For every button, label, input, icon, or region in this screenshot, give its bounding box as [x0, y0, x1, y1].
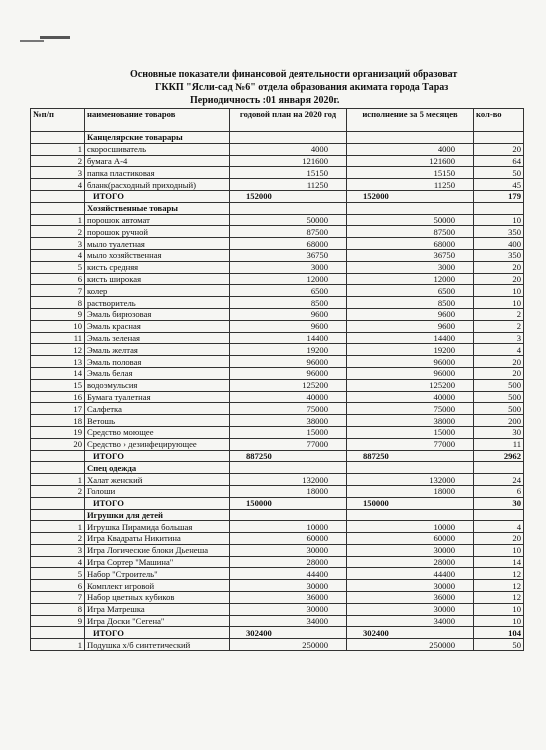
execution-value-cell: 8500: [347, 297, 474, 309]
section-row: [31, 509, 524, 521]
quantity-cell: 10: [474, 285, 524, 297]
annual-plan-cell: 28000: [230, 556, 347, 568]
item-name-cell: кисть широкая: [85, 273, 230, 285]
row-number-cell: 2: [31, 533, 85, 545]
item-name-cell: Эмаль красная: [85, 320, 230, 332]
quantity-cell: 3: [474, 332, 524, 344]
annual-plan-cell: [230, 132, 347, 144]
row-number-cell: 13: [31, 356, 85, 368]
execution-value-cell: 44400: [347, 568, 474, 580]
row-number-cell: 9: [31, 615, 85, 627]
execution-value-cell: 30000: [347, 544, 474, 556]
table-row: [31, 297, 524, 309]
total-row: [31, 450, 524, 462]
table-row: [31, 415, 524, 427]
quantity-cell: 24: [474, 474, 524, 486]
quantity-cell: 12: [474, 568, 524, 580]
table-row: [31, 544, 524, 556]
item-name-cell: Эмаль половая: [85, 356, 230, 368]
item-name-cell: Игрушки для детей: [85, 509, 230, 521]
row-number-cell: 2: [31, 155, 85, 167]
item-name-cell: ИТОГО: [85, 450, 230, 462]
row-number-cell: 4: [31, 556, 85, 568]
row-number-cell: 8: [31, 297, 85, 309]
item-name-cell: Голоши: [85, 485, 230, 497]
col-header-name: наименование товаров: [85, 109, 230, 132]
item-name-cell: Игра Сортер "Машина": [85, 556, 230, 568]
item-name-cell: Комплект игровой: [85, 580, 230, 592]
item-name-cell: растворитель: [85, 297, 230, 309]
execution-value-cell: 6500: [347, 285, 474, 297]
table-row: [31, 285, 524, 297]
annual-plan-cell: 9600: [230, 308, 347, 320]
row-number-cell: 1: [31, 474, 85, 486]
row-number-cell: 6: [31, 580, 85, 592]
execution-value-cell: 30000: [347, 603, 474, 615]
execution-value-cell: 887250: [347, 450, 474, 462]
row-number-cell: 7: [31, 592, 85, 604]
table-header-row: [31, 109, 524, 132]
row-number-cell: 19: [31, 426, 85, 438]
table-row: [31, 615, 524, 627]
row-number-cell: 17: [31, 403, 85, 415]
item-name-cell: мыло хозяйственная: [85, 249, 230, 261]
row-number-cell: 1: [31, 639, 85, 651]
annual-plan-cell: 18000: [230, 485, 347, 497]
table-row: [31, 238, 524, 250]
quantity-cell: 10: [474, 297, 524, 309]
annual-plan-cell: 6500: [230, 285, 347, 297]
col-header-quantity: кол-во: [474, 109, 524, 132]
quantity-cell: 400: [474, 238, 524, 250]
item-name-cell: Игра Квадраты Никитина: [85, 533, 230, 545]
annual-plan-cell: 38000: [230, 415, 347, 427]
row-number-cell: [31, 497, 85, 509]
quantity-cell: 20: [474, 367, 524, 379]
item-name-cell: Ветошь: [85, 415, 230, 427]
total-row: [31, 627, 524, 639]
execution-value-cell: 3000: [347, 261, 474, 273]
item-name-cell: ИТОГО: [85, 190, 230, 202]
execution-value-cell: 152000: [347, 190, 474, 202]
quantity-cell: 20: [474, 533, 524, 545]
execution-value-cell: 40000: [347, 391, 474, 403]
execution-value-cell: 10000: [347, 521, 474, 533]
execution-value-cell: 87500: [347, 226, 474, 238]
execution-value-cell: 34000: [347, 615, 474, 627]
row-number-cell: [31, 627, 85, 639]
item-name-cell: Эмаль бирюзовая: [85, 308, 230, 320]
header-title-line2: ГККП "Ясли-сад №6" отдела образования акимата города Тараз: [155, 82, 449, 93]
annual-plan-cell: 30000: [230, 544, 347, 556]
execution-value-cell: 9600: [347, 320, 474, 332]
execution-value-cell: 38000: [347, 415, 474, 427]
table-row: [31, 639, 524, 651]
table-body: [31, 132, 524, 651]
table-row: [31, 167, 524, 179]
annual-plan-cell: 34000: [230, 615, 347, 627]
annual-plan-cell: 150000: [230, 497, 347, 509]
annual-plan-cell: 44400: [230, 568, 347, 580]
row-number-cell: 2: [31, 485, 85, 497]
execution-value-cell: 68000: [347, 238, 474, 250]
table-row: [31, 356, 524, 368]
item-name-cell: Салфетка: [85, 403, 230, 415]
quantity-cell: 12: [474, 580, 524, 592]
annual-plan-cell: 12000: [230, 273, 347, 285]
table-row: [31, 592, 524, 604]
row-number-cell: 16: [31, 391, 85, 403]
item-name-cell: бланк(расходный приходный): [85, 179, 230, 191]
execution-value-cell: 96000: [347, 367, 474, 379]
item-name-cell: Спец одежда: [85, 462, 230, 474]
execution-value-cell: [347, 462, 474, 474]
quantity-cell: 20: [474, 273, 524, 285]
item-name-cell: Подушка х/б синтетический: [85, 639, 230, 651]
table-row: [31, 485, 524, 497]
table-row: [31, 226, 524, 238]
quantity-cell: 10: [474, 603, 524, 615]
table-row: [31, 556, 524, 568]
item-name-cell: ИТОГО: [85, 497, 230, 509]
row-number-cell: 1: [31, 214, 85, 226]
quantity-cell: 200: [474, 415, 524, 427]
quantity-cell: 10: [474, 615, 524, 627]
annual-plan-cell: 75000: [230, 403, 347, 415]
quantity-cell: 2: [474, 320, 524, 332]
item-name-cell: кисть средняя: [85, 261, 230, 273]
execution-value-cell: 12000: [347, 273, 474, 285]
quantity-cell: 4: [474, 344, 524, 356]
annual-plan-cell: 50000: [230, 214, 347, 226]
col-header-plan: годовой план на 2020 год: [230, 109, 347, 132]
table-row: [31, 344, 524, 356]
quantity-cell: [474, 509, 524, 521]
quantity-cell: 350: [474, 226, 524, 238]
quantity-cell: [474, 132, 524, 144]
execution-value-cell: 132000: [347, 474, 474, 486]
section-row: [31, 202, 524, 214]
quantity-cell: 64: [474, 155, 524, 167]
col-header-number: №п/п: [31, 109, 85, 132]
annual-plan-cell: 11250: [230, 179, 347, 191]
quantity-cell: 10: [474, 214, 524, 226]
row-number-cell: 9: [31, 308, 85, 320]
quantity-cell: 30: [474, 426, 524, 438]
execution-value-cell: 14400: [347, 332, 474, 344]
total-row: [31, 190, 524, 202]
execution-value-cell: 9600: [347, 308, 474, 320]
header-title-line1: Основные показатели финансовой деятельности организаций образоват: [130, 69, 458, 80]
execution-value-cell: 36750: [347, 249, 474, 261]
row-number-cell: 7: [31, 285, 85, 297]
execution-value-cell: 125200: [347, 379, 474, 391]
execution-value-cell: 18000: [347, 485, 474, 497]
execution-value-cell: 150000: [347, 497, 474, 509]
item-name-cell: порошок автомат: [85, 214, 230, 226]
item-name-cell: Эмаль желтая: [85, 344, 230, 356]
execution-value-cell: 30000: [347, 580, 474, 592]
table-row: [31, 568, 524, 580]
table-row: [31, 214, 524, 226]
annual-plan-cell: 10000: [230, 521, 347, 533]
execution-value-cell: 302400: [347, 627, 474, 639]
row-number-cell: [31, 190, 85, 202]
annual-plan-cell: 30000: [230, 603, 347, 615]
annual-plan-cell: 132000: [230, 474, 347, 486]
table-row: [31, 379, 524, 391]
annual-plan-cell: 96000: [230, 356, 347, 368]
item-name-cell: Эмаль зеленая: [85, 332, 230, 344]
annual-plan-cell: 3000: [230, 261, 347, 273]
annual-plan-cell: 68000: [230, 238, 347, 250]
annual-plan-cell: 87500: [230, 226, 347, 238]
table-row: [31, 155, 524, 167]
item-name-cell: Хозяйственные товары: [85, 202, 230, 214]
quantity-cell: [474, 202, 524, 214]
row-number-cell: [31, 509, 85, 521]
row-number-cell: [31, 462, 85, 474]
col-header-execution: исполнение за 5 месяцев: [347, 109, 474, 132]
execution-value-cell: [347, 202, 474, 214]
annual-plan-cell: 30000: [230, 580, 347, 592]
table-row: [31, 249, 524, 261]
row-number-cell: 2: [31, 226, 85, 238]
quantity-cell: 45: [474, 179, 524, 191]
quantity-cell: 2962: [474, 450, 524, 462]
quantity-cell: 12: [474, 592, 524, 604]
item-name-cell: Эмаль белая: [85, 367, 230, 379]
item-name-cell: Канцелярские товарары: [85, 132, 230, 144]
table-row: [31, 603, 524, 615]
annual-plan-cell: 19200: [230, 344, 347, 356]
item-name-cell: Средство моющее: [85, 426, 230, 438]
execution-value-cell: [347, 509, 474, 521]
table-row: [31, 367, 524, 379]
row-number-cell: 3: [31, 167, 85, 179]
row-number-cell: 3: [31, 544, 85, 556]
row-number-cell: 1: [31, 521, 85, 533]
table-row: [31, 533, 524, 545]
item-name-cell: порошок ручной: [85, 226, 230, 238]
execution-value-cell: 15150: [347, 167, 474, 179]
annual-plan-cell: 40000: [230, 391, 347, 403]
quantity-cell: 30: [474, 497, 524, 509]
quantity-cell: 6: [474, 485, 524, 497]
section-row: [31, 462, 524, 474]
financial-table: [30, 108, 524, 651]
quantity-cell: 14: [474, 556, 524, 568]
annual-plan-cell: 96000: [230, 367, 347, 379]
execution-value-cell: 96000: [347, 356, 474, 368]
row-number-cell: 1: [31, 143, 85, 155]
annual-plan-cell: 15150: [230, 167, 347, 179]
quantity-cell: 500: [474, 403, 524, 415]
row-number-cell: 5: [31, 261, 85, 273]
item-name-cell: мыло туалетная: [85, 238, 230, 250]
row-number-cell: [31, 202, 85, 214]
row-number-cell: 6: [31, 273, 85, 285]
execution-value-cell: 4000: [347, 143, 474, 155]
quantity-cell: 179: [474, 190, 524, 202]
annual-plan-cell: 250000: [230, 639, 347, 651]
total-row: [31, 497, 524, 509]
row-number-cell: 20: [31, 438, 85, 450]
annual-plan-cell: 8500: [230, 297, 347, 309]
execution-value-cell: 11250: [347, 179, 474, 191]
item-name-cell: Игрушка Пирамида большая: [85, 521, 230, 533]
quantity-cell: 20: [474, 261, 524, 273]
quantity-cell: 11: [474, 438, 524, 450]
annual-plan-cell: [230, 509, 347, 521]
annual-plan-cell: 77000: [230, 438, 347, 450]
table-row: [31, 143, 524, 155]
annual-plan-cell: 125200: [230, 379, 347, 391]
quantity-cell: 500: [474, 379, 524, 391]
execution-value-cell: 15000: [347, 426, 474, 438]
table-row: [31, 438, 524, 450]
quantity-cell: 2: [474, 308, 524, 320]
item-name-cell: бумага А-4: [85, 155, 230, 167]
execution-value-cell: 36000: [347, 592, 474, 604]
execution-value-cell: 60000: [347, 533, 474, 545]
annual-plan-cell: 887250: [230, 450, 347, 462]
execution-value-cell: [347, 132, 474, 144]
execution-value-cell: 121600: [347, 155, 474, 167]
scan-mark-small: [20, 40, 44, 42]
item-name-cell: Халат женский: [85, 474, 230, 486]
table-row: [31, 273, 524, 285]
quantity-cell: 50: [474, 639, 524, 651]
annual-plan-cell: 36750: [230, 249, 347, 261]
table-row: [31, 308, 524, 320]
item-name-cell: Бумага туалетная: [85, 391, 230, 403]
row-number-cell: 8: [31, 603, 85, 615]
row-number-cell: 14: [31, 367, 85, 379]
annual-plan-cell: 15000: [230, 426, 347, 438]
execution-value-cell: 77000: [347, 438, 474, 450]
annual-plan-cell: [230, 202, 347, 214]
execution-value-cell: 50000: [347, 214, 474, 226]
header-periodicity: Периодичность :01 января 2020г.: [190, 95, 340, 106]
item-name-cell: Игра Логические блоки Дьенеша: [85, 544, 230, 556]
table-row: [31, 320, 524, 332]
row-number-cell: 3: [31, 238, 85, 250]
table-row: [31, 332, 524, 344]
item-name-cell: Игра Матрешка: [85, 603, 230, 615]
row-number-cell: 5: [31, 568, 85, 580]
annual-plan-cell: 152000: [230, 190, 347, 202]
row-number-cell: 10: [31, 320, 85, 332]
item-name-cell: колер: [85, 285, 230, 297]
annual-plan-cell: 121600: [230, 155, 347, 167]
table-row: [31, 426, 524, 438]
quantity-cell: 50: [474, 167, 524, 179]
table-row: [31, 179, 524, 191]
item-name-cell: Набор цветных кубиков: [85, 592, 230, 604]
row-number-cell: 12: [31, 344, 85, 356]
execution-value-cell: 19200: [347, 344, 474, 356]
scan-mark: [40, 36, 70, 39]
row-number-cell: 18: [31, 415, 85, 427]
row-number-cell: 15: [31, 379, 85, 391]
item-name-cell: водоэмульсия: [85, 379, 230, 391]
quantity-cell: 20: [474, 356, 524, 368]
quantity-cell: 20: [474, 143, 524, 155]
row-number-cell: 11: [31, 332, 85, 344]
table-row: [31, 521, 524, 533]
quantity-cell: 350: [474, 249, 524, 261]
annual-plan-cell: [230, 462, 347, 474]
annual-plan-cell: 4000: [230, 143, 347, 155]
row-number-cell: [31, 132, 85, 144]
row-number-cell: 4: [31, 249, 85, 261]
row-number-cell: 4: [31, 179, 85, 191]
table-row: [31, 580, 524, 592]
quantity-cell: 4: [474, 521, 524, 533]
table-row: [31, 474, 524, 486]
annual-plan-cell: 9600: [230, 320, 347, 332]
execution-value-cell: 250000: [347, 639, 474, 651]
item-name-cell: ИТОГО: [85, 627, 230, 639]
item-name-cell: скоросшиватель: [85, 143, 230, 155]
table-row: [31, 403, 524, 415]
annual-plan-cell: 302400: [230, 627, 347, 639]
item-name-cell: Игра Доски "Сегена": [85, 615, 230, 627]
execution-value-cell: 28000: [347, 556, 474, 568]
annual-plan-cell: 14400: [230, 332, 347, 344]
execution-value-cell: 75000: [347, 403, 474, 415]
item-name-cell: Средство › дезинфецирующее: [85, 438, 230, 450]
row-number-cell: [31, 450, 85, 462]
annual-plan-cell: 36000: [230, 592, 347, 604]
item-name-cell: папка пластиковая: [85, 167, 230, 179]
quantity-cell: 500: [474, 391, 524, 403]
item-name-cell: Набор "Строитель": [85, 568, 230, 580]
quantity-cell: 10: [474, 544, 524, 556]
quantity-cell: [474, 462, 524, 474]
section-row: [31, 132, 524, 144]
table-row: [31, 391, 524, 403]
annual-plan-cell: 60000: [230, 533, 347, 545]
table-row: [31, 261, 524, 273]
quantity-cell: 104: [474, 627, 524, 639]
